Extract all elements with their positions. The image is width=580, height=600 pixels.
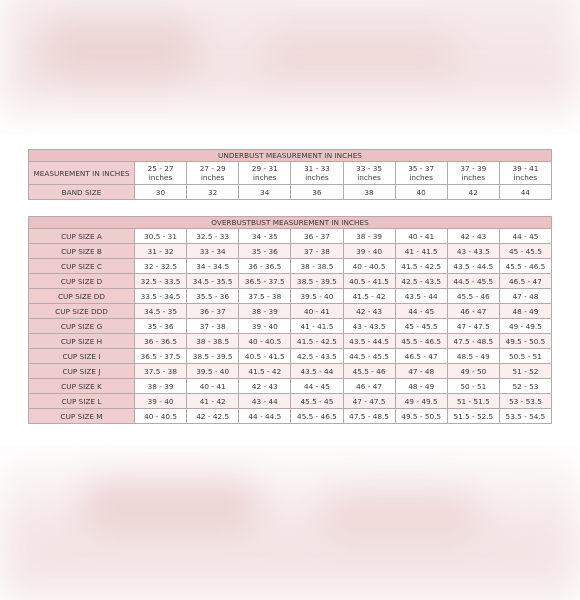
range-value: 27 - 29 [199, 164, 226, 173]
overbust-cell: 40.5 - 41.5 [239, 349, 291, 364]
cup-size-label: CUP SIZE I [29, 349, 135, 364]
range-value: 33 - 35 [356, 164, 382, 173]
overbust-cell: 51.5 - 52.5 [447, 409, 499, 424]
cup-size-label: CUP SIZE H [29, 334, 135, 349]
band-size-cell: 44 [499, 185, 551, 200]
range-unit: inches [513, 173, 538, 182]
overbust-cell: 31 - 32 [135, 244, 187, 259]
overbust-cell: 44.5 - 45.5 [343, 349, 395, 364]
overbust-cell: 40 - 40.5 [135, 409, 187, 424]
range-unit: inches [148, 173, 173, 182]
range-unit: inches [200, 173, 225, 182]
overbust-cell: 48.5 - 49 [447, 349, 499, 364]
overbust-cell: 41 - 41.5 [395, 244, 447, 259]
overbust-cell: 38 - 39 [343, 229, 395, 244]
range-unit: inches [357, 173, 381, 182]
cup-size-label: CUP SIZE B [29, 244, 135, 259]
overbust-cell: 40.5 - 41.5 [343, 274, 395, 289]
cup-size-label: CUP SIZE A [29, 229, 135, 244]
overbust-cell: 39 - 40 [343, 244, 395, 259]
overbust-cell: 47.5 - 48.5 [343, 409, 395, 424]
underbust-range-cell [291, 162, 343, 185]
cup-size-row [29, 259, 552, 274]
overbust-cell: 47 - 47.5 [447, 319, 499, 334]
underbust-range-cell [187, 162, 239, 185]
overbust-cell: 45.5 - 46 [447, 289, 499, 304]
overbust-cell: 42 - 43 [447, 229, 499, 244]
band-size-cell: 40 [395, 185, 447, 200]
band-size-cell: 42 [447, 185, 499, 200]
cup-size-row [29, 349, 552, 364]
overbust-cell: 41.5 - 42.5 [395, 259, 447, 274]
range-unit: inches [253, 173, 277, 182]
cup-size-row [29, 289, 552, 304]
overbust-cell: 40 - 41 [395, 229, 447, 244]
overbust-cell: 32.5 - 33.5 [135, 274, 187, 289]
overbust-cell: 45 - 45.5 [395, 319, 447, 334]
underbust-range-cell [239, 162, 291, 185]
overbust-cell: 41.5 - 42 [343, 289, 395, 304]
overbust-cell: 47 - 48 [395, 364, 447, 379]
band-size-cell: 32 [187, 185, 239, 200]
overbust-cell: 43 - 43.5 [343, 319, 395, 334]
overbust-table [28, 216, 552, 424]
cup-size-row [29, 334, 552, 349]
underbust-range-cell [499, 162, 551, 185]
overbust-cell: 43.5 - 44.5 [447, 259, 499, 274]
overbust-cell: 44 - 44.5 [239, 409, 291, 424]
overbust-cell: 43 - 43.5 [447, 244, 499, 259]
band-size-cell: 36 [291, 185, 343, 200]
measurement-label: MEASUREMENT IN INCHES [29, 162, 135, 185]
overbust-cell: 43.5 - 44 [395, 289, 447, 304]
cup-size-label: CUP SIZE D [29, 274, 135, 289]
overbust-cell: 36.5 - 37.5 [135, 349, 187, 364]
cup-size-row [29, 244, 552, 259]
overbust-cell: 30.5 - 31 [135, 229, 187, 244]
measurement-row [29, 162, 552, 185]
blurred-background-top [0, 0, 580, 130]
overbust-cell: 44 - 45 [291, 379, 343, 394]
overbust-cell: 48 - 49 [499, 304, 551, 319]
overbust-cell: 49 - 49.5 [499, 319, 551, 334]
overbust-cell: 42.5 - 43.5 [395, 274, 447, 289]
overbust-cell: 44 - 45 [395, 304, 447, 319]
overbust-cell: 40 - 41 [291, 304, 343, 319]
overbust-cell: 36.5 - 37.5 [239, 274, 291, 289]
underbust-range-cell [135, 162, 187, 185]
overbust-cell: 41.5 - 42 [239, 364, 291, 379]
overbust-cell: 53.5 - 54.5 [499, 409, 551, 424]
overbust-cell: 35 - 36 [239, 244, 291, 259]
overbust-cell: 46.5 - 47 [395, 349, 447, 364]
overbust-cell: 40 - 41 [187, 379, 239, 394]
overbust-cell: 47 - 47.5 [343, 394, 395, 409]
range-unit: inches [305, 173, 329, 182]
range-value: 35 - 37 [408, 164, 435, 173]
underbust-range-cell [343, 162, 395, 185]
overbust-cell: 46 - 47 [343, 379, 395, 394]
overbust-cell: 36 - 36.5 [135, 334, 187, 349]
band-size-row [29, 185, 552, 200]
overbust-cell: 44.5 - 45.5 [447, 274, 499, 289]
overbust-cell: 33.5 - 34.5 [135, 289, 187, 304]
range-value: 39 - 41 [512, 164, 539, 173]
overbust-cell: 45.5 - 46.5 [291, 409, 343, 424]
range-value: 31 - 33 [304, 164, 330, 173]
overbust-cell: 50.5 - 51 [499, 349, 551, 364]
band-size-cell: 34 [239, 185, 291, 200]
overbust-cell: 45.5 - 45 [291, 394, 343, 409]
cup-size-label: CUP SIZE DD [29, 289, 135, 304]
overbust-cell: 36 - 37 [291, 229, 343, 244]
cup-size-row [29, 394, 552, 409]
blurred-background-bottom [0, 440, 580, 600]
cup-size-row [29, 304, 552, 319]
underbust-range-cell [447, 162, 499, 185]
cup-size-label: CUP SIZE G [29, 319, 135, 334]
cup-size-row [29, 274, 552, 289]
overbust-cell: 42.5 - 43.5 [291, 349, 343, 364]
cup-size-label: CUP SIZE L [29, 394, 135, 409]
overbust-cell: 35 - 36 [135, 319, 187, 334]
overbust-cell: 34 - 34.5 [187, 259, 239, 274]
cup-size-row [29, 379, 552, 394]
overbust-cell: 36 - 37 [187, 304, 239, 319]
overbust-cell: 46 - 47 [447, 304, 499, 319]
overbust-cell: 41 - 42 [187, 394, 239, 409]
overbust-cell: 45.5 - 46.5 [395, 334, 447, 349]
overbust-cell: 51 - 51.5 [447, 394, 499, 409]
band-size-cell: 38 [343, 185, 395, 200]
overbust-cell: 32 - 32.5 [135, 259, 187, 274]
overbust-cell: 53 - 53.5 [499, 394, 551, 409]
underbust-table [28, 149, 552, 200]
band-size-label: BAND SIZE [29, 185, 135, 200]
cup-size-row [29, 409, 552, 424]
cup-size-label: CUP SIZE C [29, 259, 135, 274]
overbust-cell: 41 - 41.5 [291, 319, 343, 334]
overbust-cell: 43.5 - 44 [291, 364, 343, 379]
overbust-cell: 49.5 - 50.5 [395, 409, 447, 424]
cup-size-label: CUP SIZE M [29, 409, 135, 424]
underbust-range-cell [395, 162, 447, 185]
overbust-cell: 49 - 49.5 [395, 394, 447, 409]
range-unit: inches [461, 173, 486, 182]
overbust-cell: 43 - 44 [239, 394, 291, 409]
overbust-cell: 34.5 - 35.5 [187, 274, 239, 289]
cup-size-row [29, 229, 552, 244]
overbust-cell: 46.5 - 47 [499, 274, 551, 289]
overbust-cell: 42 - 43 [343, 304, 395, 319]
overbust-cell: 40 - 40.5 [343, 259, 395, 274]
overbust-cell: 38 - 38.5 [187, 334, 239, 349]
overbust-cell: 44 - 45 [499, 229, 551, 244]
overbust-cell: 48 - 49 [395, 379, 447, 394]
size-chart-panel [0, 135, 580, 445]
overbust-cell: 42 - 42.5 [187, 409, 239, 424]
range-value: 37 - 39 [460, 164, 487, 173]
cup-size-row [29, 319, 552, 334]
overbust-cell: 35.5 - 36 [187, 289, 239, 304]
overbust-cell: 39.5 - 40 [187, 364, 239, 379]
overbust-cell: 34 - 35 [239, 229, 291, 244]
overbust-cell: 37.5 - 38 [135, 364, 187, 379]
overbust-cell: 45.5 - 46.5 [499, 259, 551, 274]
overbust-cell: 47 - 48 [499, 289, 551, 304]
overbust-cell: 51 - 52 [499, 364, 551, 379]
overbust-cell: 39 - 40 [239, 319, 291, 334]
overbust-cell: 37.5 - 38 [239, 289, 291, 304]
cup-size-label: CUP SIZE J [29, 364, 135, 379]
overbust-cell: 43.5 - 44.5 [343, 334, 395, 349]
overbust-cell: 37 - 38 [291, 244, 343, 259]
range-unit: inches [409, 173, 433, 182]
band-size-cell: 30 [135, 185, 187, 200]
range-value: 29 - 31 [251, 164, 278, 173]
cup-size-label: CUP SIZE DDD [29, 304, 135, 319]
underbust-title: UNDERBUST MEASUREMENT IN INCHES [29, 150, 552, 162]
overbust-cell: 39 - 40 [135, 394, 187, 409]
range-value: 25 - 27 [147, 164, 174, 173]
overbust-cell: 41.5 - 42.5 [291, 334, 343, 349]
overbust-cell: 37 - 38 [187, 319, 239, 334]
overbust-cell: 52 - 53 [499, 379, 551, 394]
overbust-cell: 32.5 - 33 [187, 229, 239, 244]
overbust-cell: 38 - 39 [239, 304, 291, 319]
overbust-cell: 42 - 43 [239, 379, 291, 394]
overbust-cell: 40 - 40.5 [239, 334, 291, 349]
overbust-cell: 33 - 34 [187, 244, 239, 259]
overbust-cell: 34.5 - 35 [135, 304, 187, 319]
overbust-cell: 49.5 - 50.5 [499, 334, 551, 349]
cup-size-label: CUP SIZE K [29, 379, 135, 394]
overbust-cell: 45.5 - 46 [343, 364, 395, 379]
overbust-cell: 50 - 51 [447, 379, 499, 394]
overbust-cell: 45 - 45.5 [499, 244, 551, 259]
overbust-cell: 38 - 38.5 [291, 259, 343, 274]
overbust-title: OVERBUSTBUST MEASUREMENT IN INCHES [29, 217, 552, 229]
overbust-cell: 47.5 - 48.5 [447, 334, 499, 349]
cup-size-row [29, 364, 552, 379]
overbust-cell: 39.5 - 40 [291, 289, 343, 304]
overbust-cell: 38 - 39 [135, 379, 187, 394]
overbust-cell: 38.5 - 39.5 [187, 349, 239, 364]
overbust-cell: 49 - 50 [447, 364, 499, 379]
overbust-cell: 38.5 - 39.5 [291, 274, 343, 289]
overbust-cell: 36 - 36.5 [239, 259, 291, 274]
